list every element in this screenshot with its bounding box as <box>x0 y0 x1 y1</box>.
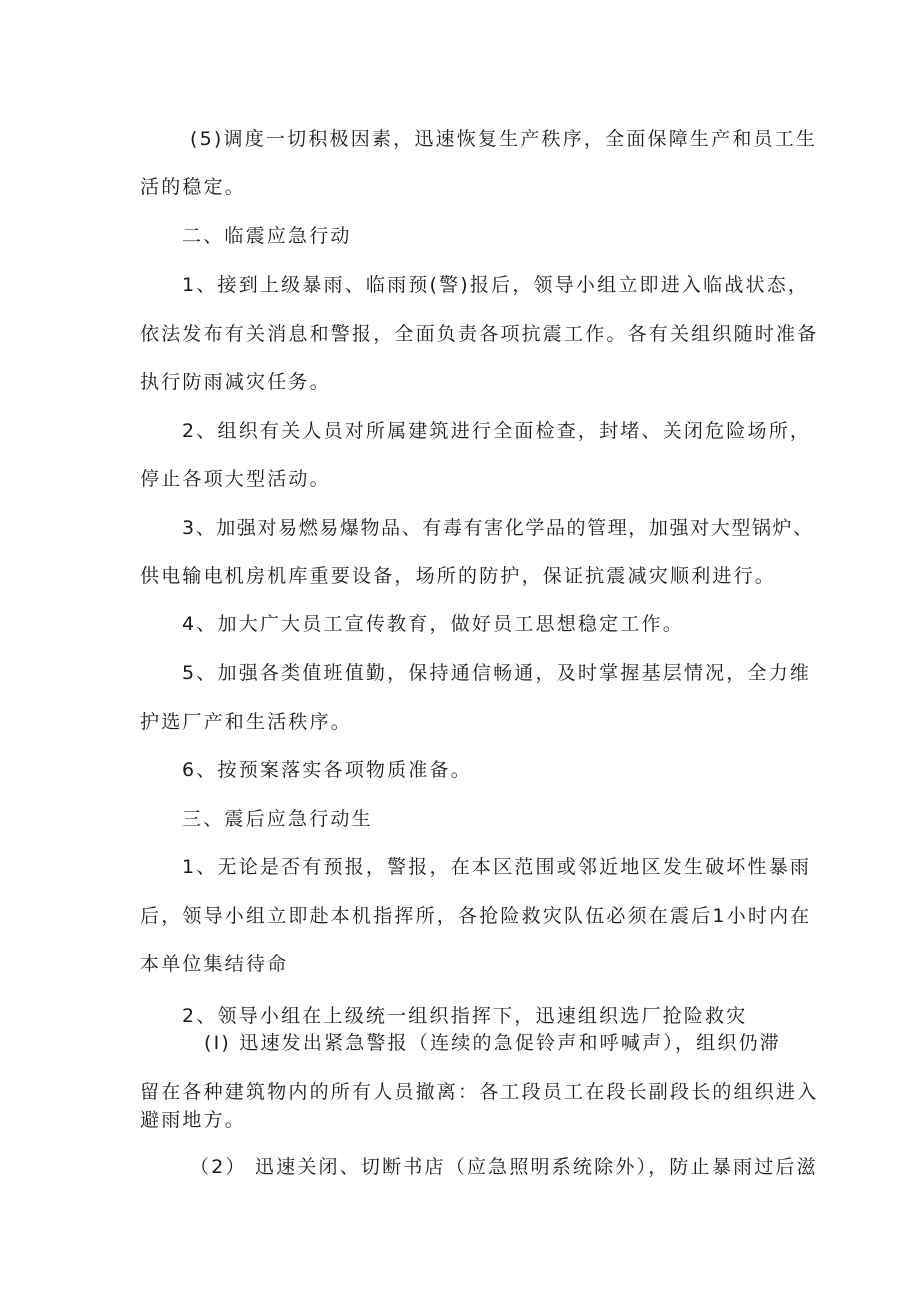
paragraph-10-line-1: 2、领导小组在上级统一组织指挥下，迅速组织选厂抢险救灾 <box>182 1005 748 1027</box>
paragraph-2-line-1: 1、接到上级暴雨、临雨预(警)报后，领导小组立即进入临战状态， <box>182 274 810 296</box>
paragraph-9-line-3: 本单位集结待命 <box>140 953 289 975</box>
paragraph-4-line-2: 供电输电机房机库重要设备，场所的防护，保证抗震减灾顺利进行。 <box>140 565 777 587</box>
paragraph-11-line-2: 留在各种建筑物内的所有人员撤离：各工段员工在段长副段长的组织进入 <box>140 1081 819 1103</box>
paragraph-9-line-1: 1、无论是否有预报，警报，在本区范围或邻近地区发生破坏性暴雨 <box>182 856 812 878</box>
paragraph-3-line-1: 2、组织有关人员对所属建筑进行全面检查，封堵、关闭危险场所， <box>182 420 812 442</box>
paragraph-2-line-3: 执行防雨减灾任务。 <box>140 371 331 393</box>
paragraph-3-line-2: 停止各项大型活动。 <box>140 468 331 490</box>
section-heading-3: 三、震后应急行动生 <box>182 808 373 830</box>
paragraph-2-line-2: 依法发布有关消息和警报，全面负责各项抗震工作。各有关组织随时准备 <box>140 323 819 345</box>
paragraph-11-line-3: 避雨地方。 <box>140 1109 247 1131</box>
paragraph-7-line-1: 6、按预案落实各项物质准备。 <box>182 759 472 781</box>
paragraph-12-line-1: （2） 迅速关闭、切断书店（应急照明系统除外），防止暴雨过后滋 <box>190 1156 818 1178</box>
paragraph-0-line-1: (5)调度一切积极因素，迅速恢复生产秩序，全面保障生产和员工生 <box>190 128 818 150</box>
paragraph-6-line-1: 5、加强各类值班值勤，保持通信畅通，及时掌握基层情况，全力维 <box>182 662 812 684</box>
paragraph-0-line-2: 活的稳定。 <box>140 176 247 198</box>
paragraph-6-line-2: 护选厂产和生活秩序。 <box>140 711 353 733</box>
section-heading-2: 二、临震应急行动 <box>182 225 352 247</box>
paragraph-9-line-2: 后，领导小组立即赴本机指挥所，各抢险救灾队伍必须在震后1小时内在 <box>140 905 812 927</box>
paragraph-11-line-1: (I) 迅速发出紧急警报（连续的急促铃声和呼喊声），组织仍滞 <box>204 1032 781 1054</box>
paragraph-5-line-1: 4、加大广大员工宣传教育，做好员工思想稳定工作。 <box>182 613 684 635</box>
paragraph-4-line-1: 3、加强对易燃易爆物品、有毒有害化学品的管理，加强对大型锅炉、 <box>182 517 814 539</box>
